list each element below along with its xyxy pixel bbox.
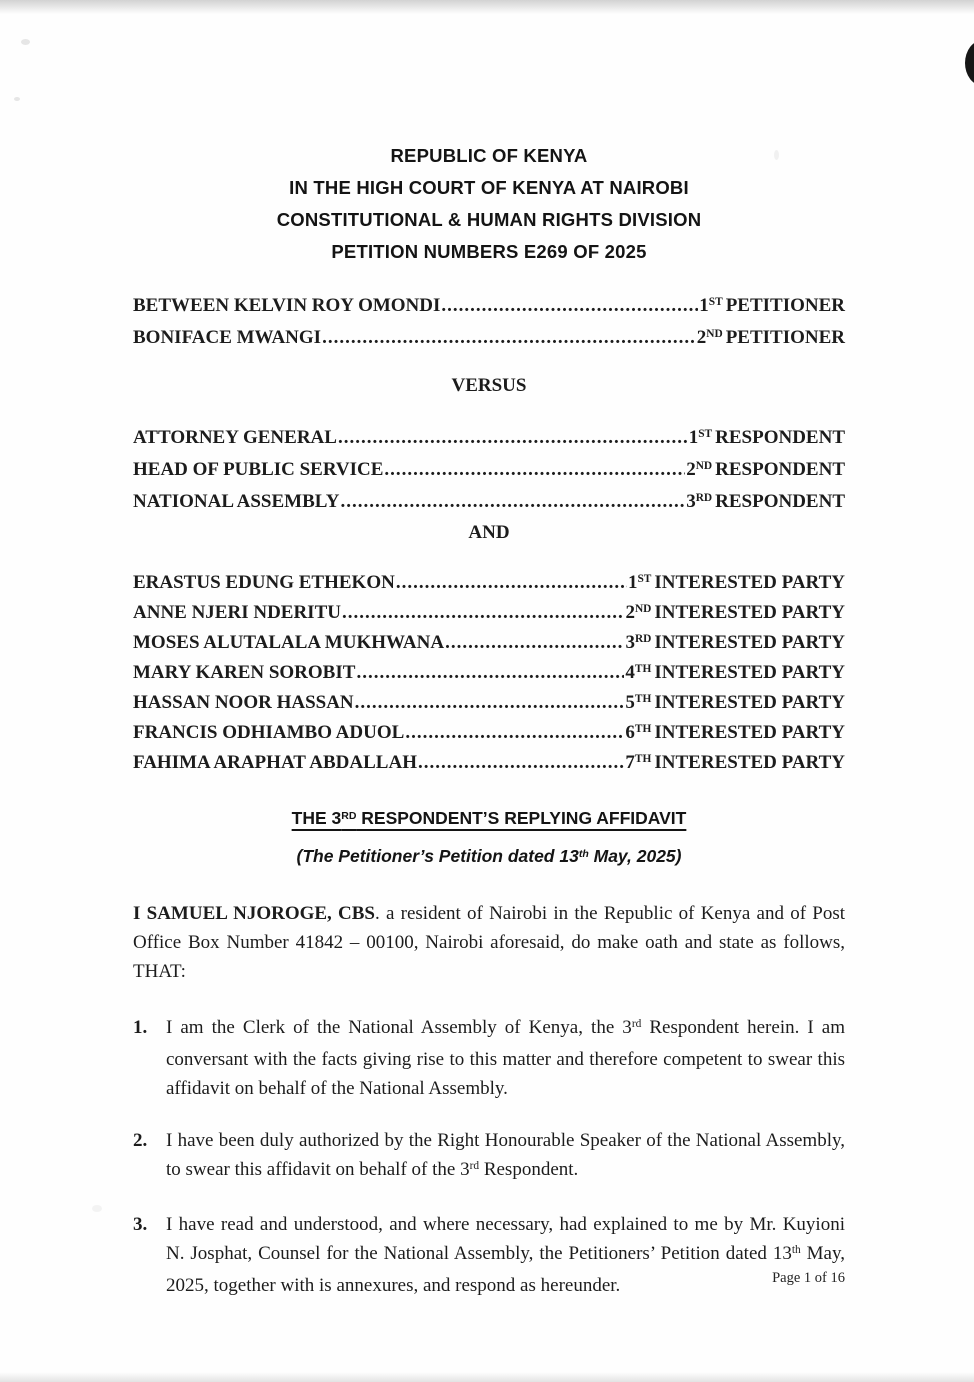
paragraph-text: I have been duly authorized by the Right Honourable Speaker of the National Assembly, to swear this affidavit on behalf of the 3rd Respondent.	[166, 1130, 845, 1180]
party-name: HEAD OF PUBLIC SERVICE	[133, 459, 384, 480]
party-row-interested-1	[133, 569, 845, 599]
party-role: 5TH INTERESTED PARTY	[625, 692, 845, 713]
party-name: ERASTUS EDUNG ETHEKON	[133, 572, 395, 593]
paragraph-text: I am the Clerk of the National Assembly of Kenya, the 3rd Respondent herein. I am conversant with the facts giving rise to this matter and therefore competent to swear this affidavit on behalf of the National Assembly.	[166, 1017, 845, 1099]
party-name: ATTORNEY GENERAL	[133, 427, 337, 448]
party-role: 2ND INTERESTED PARTY	[625, 602, 845, 623]
party-name: BONIFACE MWANGI	[133, 327, 322, 348]
scan-punch-hole-artifact	[965, 40, 974, 86]
and-label: AND	[468, 522, 510, 543]
party-role: 2ND RESPONDENT	[686, 459, 845, 480]
paragraph-number: 3.	[133, 1214, 148, 1235]
party-name: MARY KAREN SOROBIT	[133, 662, 356, 683]
versus-label: VERSUS	[451, 375, 527, 396]
dotted-leader	[340, 487, 685, 516]
scan-smudge-artifact	[14, 97, 20, 101]
party-row-petitioner-2	[133, 323, 845, 355]
party-row-interested-3	[133, 629, 845, 659]
party-row-respondent-3	[133, 487, 845, 519]
document-content	[133, 140, 845, 1300]
affidavit-paragraph-3	[133, 1210, 845, 1300]
party-name: FAHIMA ARAPHAT ABDALLAH	[133, 752, 417, 773]
header-petition-number: PETITION NUMBERS E269 OF 2025	[331, 241, 647, 262]
dotted-leader	[338, 423, 688, 452]
party-role: 3RD INTERESTED PARTY	[625, 632, 845, 653]
party-row-petitioner-1	[133, 291, 845, 323]
page-number-footer: Page 1 of 16	[772, 1270, 845, 1286]
respondents-section	[133, 423, 845, 519]
deponent-name: I SAMUEL NJOROGE, CBS	[133, 903, 375, 924]
dotted-leader	[441, 291, 698, 320]
page-edge-shadow-top	[0, 0, 974, 14]
paragraph-number: 2.	[133, 1130, 148, 1151]
header-court: IN THE HIGH COURT OF KENYA AT NAIROBI	[289, 177, 689, 198]
deponent-intro-paragraph: I SAMUEL NJOROGE, CBS. a resident of Nairobi in the Republic of Kenya and of Post Office Box Number 41842 – 00100, Nairobi aforesaid, do make oath and state as follows, THAT:	[133, 903, 845, 982]
dotted-leader	[356, 659, 624, 686]
party-role: 1ST PETITIONER	[699, 295, 845, 316]
dotted-leader	[384, 455, 685, 484]
dotted-leader	[322, 323, 696, 352]
party-role: 3RD RESPONDENT	[686, 491, 845, 512]
party-name: HASSAN NOOR HASSAN	[133, 692, 354, 713]
dotted-leader	[342, 599, 624, 626]
affidavit-paragraph-2	[133, 1126, 845, 1187]
affidavit-paragraph-1	[133, 1013, 845, 1103]
dotted-leader	[396, 569, 627, 596]
party-row-interested-7	[133, 749, 845, 779]
party-role: 4TH INTERESTED PARTY	[625, 662, 845, 683]
petitioners-section	[133, 291, 845, 355]
dotted-leader	[418, 749, 624, 776]
header-republic: REPUBLIC OF KENYA	[390, 145, 588, 166]
court-header	[133, 140, 845, 268]
party-name: ANNE NJERI NDERITU	[133, 602, 341, 623]
header-division: CONSTITUTIONAL & HUMAN RIGHTS DIVISION	[276, 209, 702, 230]
scan-smudge-artifact	[92, 1205, 102, 1212]
party-role: 1ST RESPONDENT	[688, 427, 845, 448]
party-row-respondent-1	[133, 423, 845, 455]
party-role: 7TH INTERESTED PARTY	[625, 752, 845, 773]
document-subtitle: (The Petitioner’s Petition dated 13th May, 2025)	[296, 846, 682, 866]
paragraph-number: 1.	[133, 1017, 148, 1038]
party-role: 6TH INTERESTED PARTY	[625, 722, 845, 743]
party-role: 2ND PETITIONER	[696, 327, 845, 348]
scan-smudge-artifact	[21, 39, 30, 45]
party-name: BETWEEN KELVIN ROY OMONDI	[133, 295, 441, 316]
document-title: THE 3RD RESPONDENT’S REPLYING AFFIDAVIT	[291, 808, 687, 828]
interested-parties-section	[133, 569, 845, 779]
dotted-leader	[405, 719, 624, 746]
party-row-interested-5	[133, 689, 845, 719]
party-row-interested-2	[133, 599, 845, 629]
party-name: NATIONAL ASSEMBLY	[133, 491, 340, 512]
party-name: FRANCIS ODHIAMBO ADUOL	[133, 722, 405, 743]
party-name: MOSES ALUTALALA MUKHWANA	[133, 632, 445, 653]
page-edge-shadow-bottom	[0, 1372, 974, 1382]
party-row-respondent-2	[133, 455, 845, 487]
dotted-leader	[355, 689, 625, 716]
paragraph-text: I have read and understood, and where necessary, had explained to me by Mr. Kuyioni N. Josphat, Counsel for the National Assembly, the Petitioners’ Petition dated 13th May, 2025, together with is annexures, and respond as hereunder.	[166, 1214, 846, 1296]
dotted-leader	[445, 629, 624, 656]
party-row-interested-6	[133, 719, 845, 749]
party-row-interested-4	[133, 659, 845, 689]
party-role: 1ST INTERESTED PARTY	[627, 572, 845, 593]
